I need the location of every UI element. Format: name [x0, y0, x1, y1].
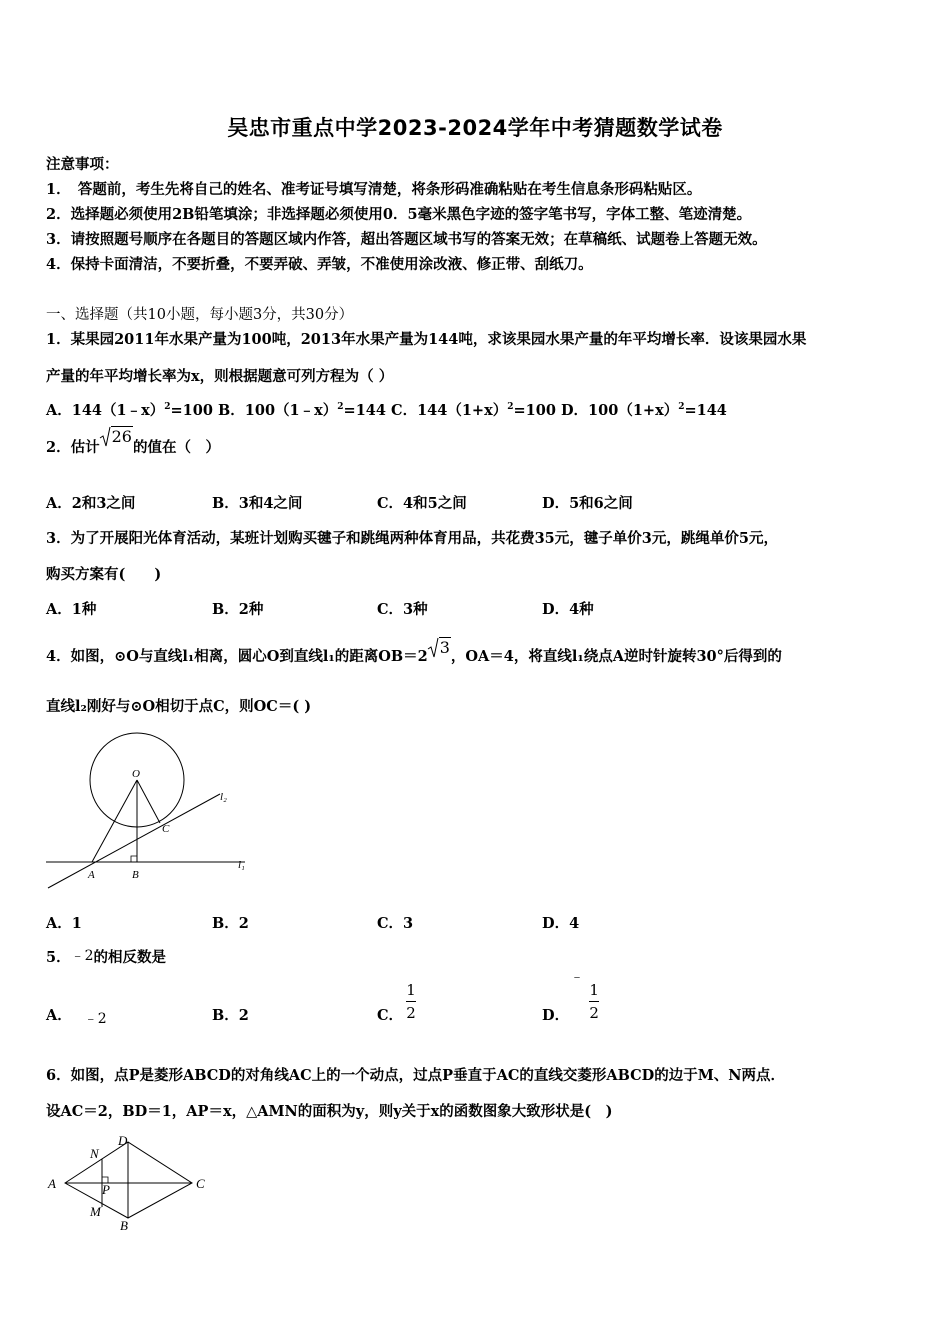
q3-option-c[interactable]: C．3种 [377, 601, 428, 618]
q6-rhombus-figure [40, 1130, 220, 1235]
notice-item: 4．保持卡面清洁，不要折叠，不要弄破、弄皱，不准使用涂改液、修正带、刮纸刀。 [46, 256, 593, 273]
label-l1: l₁ [238, 859, 245, 871]
right-angle-mark [131, 856, 137, 862]
q1-stem-line1: 1．某果园2011年水果产量为100吨，2013年水果产量为144吨，求该果园水果产量的年平均增长率．设该果园水果 [46, 331, 807, 348]
notice-heading: 注意事项： [46, 156, 119, 173]
q1-option-a[interactable]: A．144（1﹣x）$^2$=100 [46, 402, 213, 419]
q1-stem-line2: 产量的年平均增长率为x，则根据题意可列方程为（ ） [46, 368, 394, 385]
q3-stem-line2: 购买方案有( ) [46, 566, 162, 583]
label-b: B [132, 869, 139, 881]
q2-option-a[interactable]: A．2和3之间 [46, 495, 136, 512]
q5-option-c[interactable]: C． [377, 1007, 404, 1024]
sqrt-26: 26 [100, 427, 133, 446]
q4-option-a[interactable]: A．1 [46, 915, 82, 932]
radical-sign-icon [99, 426, 111, 448]
q5-stem: 5．﹣2的相反数是 [46, 948, 167, 966]
label-d: D [118, 1133, 128, 1148]
q1-options [46, 399, 727, 420]
q3-stem-line1: 3．为了开展阳光体育活动，某班计划购买毽子和跳绳两种体育用品，共花费35元，毽子单价3元，跳绳单价5元， [46, 530, 778, 547]
section-heading: 一、选择题（共10小题，每小题3分，共30分） [46, 307, 354, 323]
label-b: B [120, 1218, 128, 1233]
segment-oc [137, 780, 160, 823]
q6-stem-line1: 6．如图，点P是菱形ABCD的对角线AC上的一个动点，过点P垂直于AC的直线交菱形ABCD的边于M、N两点． [46, 1067, 786, 1084]
q3-option-b[interactable]: B．2种 [212, 601, 264, 618]
q2-option-b[interactable]: B．3和4之间 [212, 495, 303, 512]
q5-option-d[interactable]: D． [542, 1007, 570, 1024]
q5-option-a[interactable]: A． ﹣2 [46, 1007, 107, 1027]
label-a: A [88, 869, 95, 881]
page-title: 吴忠市重点中学2023-2024学年中考猜题数学试卷 [227, 116, 723, 140]
q4-stem-line1: 4．如图，⊙O与直线l₁相离，圆心O到直线l₁的距离OB＝2 3，OA＝4，将直线l₁绕点A逆时针旋转30°后得到的 [46, 638, 782, 665]
label-c: C [196, 1176, 205, 1191]
q4-option-d[interactable]: D．4 [542, 915, 580, 932]
q5-option-c-fraction: $\frac{1}{2}$ [406, 981, 416, 1022]
notice-item: 1． 答题前，考生先将自己的姓名、准考证号填写清楚，将条形码准确粘贴在考生信息条形码粘贴区。 [46, 181, 702, 198]
q1-option-c[interactable]: C．$144(1+x)^2=100$ [391, 402, 556, 419]
q2-option-c[interactable]: C．4和5之间 [377, 495, 467, 512]
label-o: O [132, 768, 140, 780]
notice-item: 3．请按照题号顺序在各题目的答题区域内作答，超出答题区域书写的答案无效；在草稿纸、试题卷上答题无效。 [46, 231, 767, 248]
q3-option-a[interactable]: A．1种 [46, 601, 97, 618]
q1-option-b[interactable]: B．100（1﹣x）$^2$=144 [218, 402, 386, 419]
q4-option-b[interactable]: B．2 [212, 915, 249, 932]
q6-stem-line2: 设AC＝2，BD＝1，AP＝x，△AMN的面积为y，则y关于x的函数图象大致形状是( ) [46, 1103, 613, 1120]
q4-option-c[interactable]: C．3 [377, 915, 414, 932]
q5-option-d-fraction: ﹣ $\frac{1}{2}$ [570, 969, 599, 1022]
q4-circle-tangent-figure [40, 730, 260, 895]
q5-option-b[interactable]: B．2 [212, 1007, 249, 1024]
label-m: M [90, 1204, 101, 1219]
sqrt-3: 3 [428, 638, 451, 657]
radical-sign-icon [427, 637, 439, 659]
segment-oa [92, 780, 137, 862]
q2-stem: 2．估计 26的值在（ ） [46, 427, 220, 456]
q1-option-d[interactable]: D．$100(1+x)^2=144$ [560, 402, 727, 419]
label-l2: l₂ [220, 791, 227, 803]
label-p: P [102, 1182, 110, 1197]
label-c: C [162, 823, 170, 835]
label-n: N [90, 1146, 99, 1161]
label-a: A [48, 1176, 56, 1191]
q2-option-d[interactable]: D．5和6之间 [542, 495, 633, 512]
notice-item: 2．选择题必须使用2B铅笔填涂；非选择题必须使用0．5毫米黑色字迹的签字笔书写，字体工整、笔迹清楚。 [46, 206, 752, 223]
q4-stem-line2: 直线l₂刚好与⊙O相切于点C，则OC＝( ) [46, 698, 312, 715]
q3-option-d[interactable]: D．4种 [542, 601, 594, 618]
